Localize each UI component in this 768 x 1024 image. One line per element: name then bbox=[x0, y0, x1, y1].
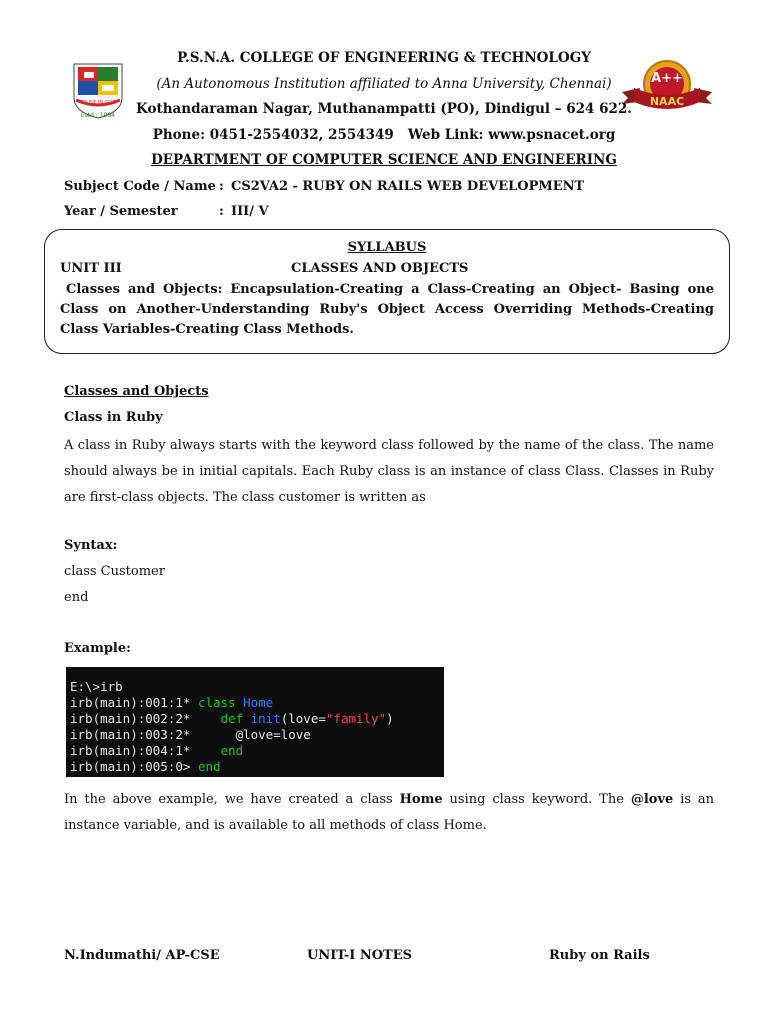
section-subheading: Class in Ruby bbox=[64, 410, 163, 425]
paragraph-explanation: In the above example, we have created a class Home using class keyword. The @love is an instance variable, and is available to all methods of class Home. bbox=[64, 792, 715, 833]
syllabus-content: Classes and Objects: Encapsulation-Creating a Class-Creating an Object- Basing one Class on Another-Understanding Ruby's Object Access Overriding Methods-Creating Class Variables-Creating Class Methods. bbox=[60, 282, 714, 337]
contact-info: Phone: 0451-2554032, 2554349 Web Link: www.psnacet.org bbox=[152, 127, 616, 143]
subject-code-value: CS2VA2 - RUBY ON RAILS WEB DEVELOPMENT bbox=[231, 179, 585, 194]
college-name: P.S.N.A. COLLEGE OF ENGINEERING & TECHNOLOGY bbox=[177, 50, 591, 66]
code-line-2: irb(main):001:1* class Home bbox=[70, 695, 274, 710]
syllabus-title: SYLLABUS bbox=[347, 240, 427, 255]
naac-grade: A++ bbox=[651, 71, 683, 86]
department: DEPARTMENT OF COMPUTER SCIENCE AND ENGINEERING bbox=[151, 152, 617, 168]
footer-course: Ruby on Rails bbox=[549, 948, 650, 963]
address: Kothandaraman Nagar, Muthanampatti (PO), Dindigul – 624 622. bbox=[136, 101, 632, 117]
unit-label: UNIT III bbox=[60, 261, 122, 276]
logo-motto: TRUST IN GOD bbox=[79, 100, 117, 106]
code-line-1: E:\>irb bbox=[70, 679, 123, 694]
year-value: III/ V bbox=[231, 204, 269, 219]
example-label: Example: bbox=[64, 641, 131, 656]
footer-author: N.Indumathi/ AP-CSE bbox=[64, 948, 220, 963]
syntax-label: Syntax: bbox=[64, 538, 118, 553]
code-terminal bbox=[66, 667, 444, 777]
code-line-6: irb(main):005:0> end bbox=[70, 759, 221, 774]
year-label: Year / Semester bbox=[64, 204, 178, 219]
naac-name: NAAC bbox=[649, 95, 685, 108]
code-line-5: irb(main):004:1* end bbox=[70, 743, 244, 758]
syntax-line-2: end bbox=[64, 590, 89, 605]
section-heading: Classes and Objects bbox=[64, 384, 209, 399]
affiliation: (An Autonomous Institution affiliated to Anna University, Chennai) bbox=[156, 76, 612, 92]
syntax-line-1: class Customer bbox=[64, 564, 165, 579]
logo-estd: Estd : 1984 bbox=[80, 112, 116, 119]
paragraph-intro: A class in Ruby always starts with the keyword class followed by the name of the class. The name should always be in initial capitals. Each Ruby class is an instance of class Class. Classes in Ruby are first-class objects. The class customer is written as bbox=[64, 438, 714, 505]
code-line-4: irb(main):003:2* @love=love bbox=[70, 727, 311, 742]
subject-sep-1: : bbox=[219, 179, 224, 194]
unit-title: CLASSES AND OBJECTS bbox=[291, 261, 469, 276]
subject-code-label: Subject Code / Name bbox=[64, 179, 216, 194]
subject-sep-2: : bbox=[219, 204, 224, 219]
code-line-3: irb(main):002:2* def init(love="family") bbox=[70, 711, 394, 726]
footer-unit: UNIT-I NOTES bbox=[307, 948, 413, 963]
